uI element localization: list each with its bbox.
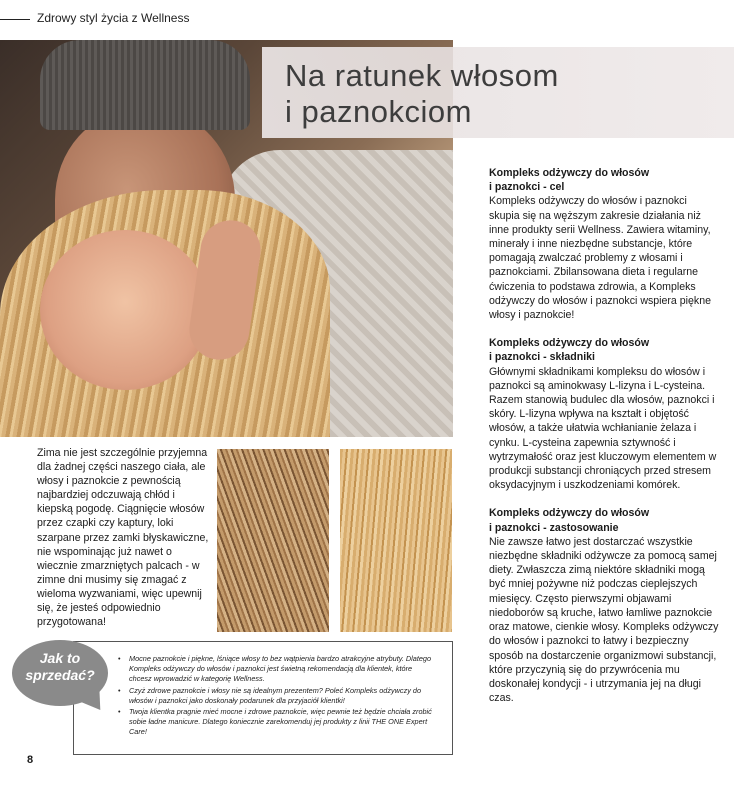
section-header: Zdrowy styl życia z Wellness <box>37 11 190 25</box>
photo-woman-face <box>40 230 210 390</box>
list-item: • Czyż zdrowe paznokcie i włosy nie są idealnym prezentem? Poleć Kompleks odżywczy do włosów i paznokci jako doskonały podarunek dla przyjaciół klientki! <box>118 686 436 706</box>
section-body: Głównymi składnikami kompleksu do włosów i paznokci są aminokwasy L-lizyna i L-cysteina. Razem stanowią budulec dla włosów, paznokci i skóry. L-lizyna wpływa na kształt i objętość włosów, a także ułatwia wchłanianie żelaza i cynku. L-cysteina zapewnia sztywność i wytrzymałość oraz jest kluczowym elementem w produkcji substancji chroniących przed stresem oksydacyjnym i uszkodzeniami komórek. <box>489 365 717 492</box>
section-heading: i paznokci - cel <box>489 181 565 194</box>
section-heading: Kompleks odżywczy do włosów <box>489 507 650 520</box>
title-line-1: Na ratunek włosom <box>285 58 559 93</box>
section-usage <box>489 506 719 705</box>
section-heading: Kompleks odżywczy do włosów <box>489 337 650 350</box>
header-rule <box>0 19 30 20</box>
article-column <box>489 166 719 719</box>
section-ingredients <box>489 336 719 492</box>
intro-paragraph: Zima nie jest szczególnie przyjemna dla żadnej części naszego ciała, ale włosy i paznokcie z pewnością najbardziej odczuwają chłód i kiepską pogodę. Ciągnięcie włosów przez czapki czy kaptury, loki szarpane przez zamki błyskawiczne, nie wspominając już nawet o wiecznie zmarzniętych palcach - w zimne dni musimy się zmagać z wieloma wyzwaniami, więc upewnij się, że jesteś odpowiednio przygotowana! <box>37 447 209 629</box>
title-line-2: i paznokciom <box>285 94 472 129</box>
hair-photo-healthy <box>340 449 452 632</box>
photo-knit-hat <box>40 40 250 130</box>
bubble-line-2: sprzedać? <box>25 667 95 683</box>
sales-tips-list <box>118 654 436 739</box>
section-heading: i paznokci - zastosowanie <box>489 521 619 534</box>
bubble-line-1: Jak to <box>39 650 81 666</box>
section-goal <box>489 166 719 322</box>
hair-photo-damaged <box>217 449 329 632</box>
list-item: • Mocne paznokcie i piękne, lśniące włosy to bez wątpienia bardzo atrakcyjne atrybuty. Dlatego Kompleks odżywczy do włosów i paznokci jest świetną rekomendacją dla klientek, które chcesz wprowadzić w kategorię Wellness. <box>118 654 436 685</box>
speech-bubble-label <box>12 650 108 684</box>
section-body: Nie zawsze łatwo jest dostarczać wszystkie niezbędne składniki odżywcze za pomocą samej diety. Zwłaszcza zimą niektóre składniki mogą być mniej pożywne niż podczas cieplejszych miesięcy. Często pierwszymi objawami niedoborów są kruche, łatwo łamliwe paznokcie oraz matowe, cienkie włosy. Kompleks odżywczy do włosów i paznokci to łatwy i bezpieczny sposób na dostarczenie organizmowi substancji, które przyczynią się do przywrócenia mu doskonałej kondycji - i utrzymania jej na długi czas. <box>489 535 719 705</box>
page-number: 8 <box>27 754 34 766</box>
list-item: • Twoja klientka pragnie mieć mocne i zdrowe paznokcie, więc pewnie też będzie chciała zrobić sobie ładne manicure. Dlatego koniecznie zarekomenduj jej produkty z linii THE ONE Expert Care! <box>118 707 436 738</box>
section-body: Kompleks odżywczy do włosów i paznokci skupia się na węższym zakresie działania niż inne produkty serii Wellness. Zawiera witaminy, minerały i inne niezbędne substancje, które pomagają zwalczać problemy z włosami i paznokciami. Zbilansowana dieta i regularne ćwiczenia to podstawa zdrowia, a Kompleks odżywczy do włosów i paznokci wspiera piękne włosy i paznokcie! <box>489 195 711 322</box>
section-heading: Kompleks odżywczy do włosów <box>489 167 650 179</box>
section-heading: i paznokci - składniki <box>489 351 595 364</box>
page-title <box>285 58 559 130</box>
